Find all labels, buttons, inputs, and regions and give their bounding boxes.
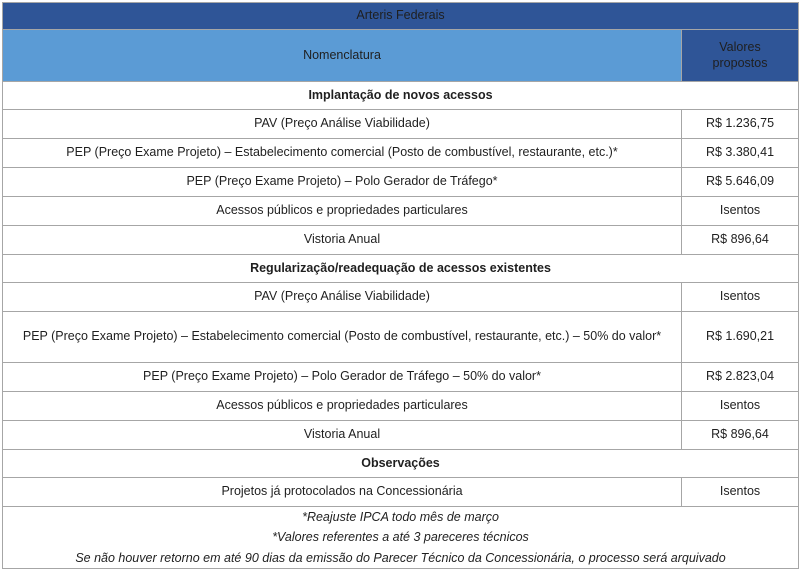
table-title: Arteris Federais <box>3 3 799 30</box>
section-header-row <box>3 255 799 283</box>
footnotes-cell <box>3 507 799 569</box>
item-value: Isentos <box>682 392 799 421</box>
footnote-line-2: *Valores referentes a até 3 pareceres técnicos <box>272 530 529 545</box>
section-header-row <box>3 450 799 478</box>
table-row <box>3 226 799 255</box>
section-header-row <box>3 82 799 110</box>
item-value: R$ 1.236,75 <box>682 110 799 139</box>
item-name: Vistoria Anual <box>3 226 682 255</box>
table-row <box>3 139 799 168</box>
item-value: R$ 896,64 <box>682 421 799 450</box>
table-row <box>3 283 799 312</box>
item-name: PAV (Preço Análise Viabilidade) <box>3 283 682 312</box>
footnotes-row <box>3 507 799 569</box>
column-header-valores-line1: Valores <box>719 39 761 54</box>
table-row <box>3 392 799 421</box>
column-header-row <box>3 30 799 82</box>
item-name: PEP (Preço Exame Projeto) – Polo Gerador de Tráfego* <box>3 168 682 197</box>
table-row <box>3 197 799 226</box>
column-header-valores-propostos <box>682 30 799 82</box>
footnote-line-1: *Reajuste IPCA todo mês de março <box>302 510 499 524</box>
item-value: Isentos <box>682 283 799 312</box>
item-name: Vistoria Anual <box>3 421 682 450</box>
column-header-valores-line2: propostos <box>712 55 768 70</box>
item-name: PEP (Preço Exame Projeto) – Estabelecimento comercial (Posto de combustível, restaurante, etc.)* <box>3 139 682 168</box>
section-heading-regularizacao: Regularização/readequação de acessos existentes <box>3 255 799 283</box>
table-body <box>3 3 799 569</box>
item-name: PAV (Preço Análise Viabilidade) <box>3 110 682 139</box>
item-value: R$ 5.646,09 <box>682 168 799 197</box>
price-table <box>2 2 799 569</box>
table-row <box>3 168 799 197</box>
table-title-row <box>3 3 799 30</box>
item-value: R$ 3.380,41 <box>682 139 799 168</box>
footnote-line-3: Se não houver retorno em até 90 dias da emissão do Parecer Técnico da Concessionária, o processo será arquivado <box>75 550 726 565</box>
table-row <box>3 421 799 450</box>
item-value: Isentos <box>682 478 799 507</box>
item-value: Isentos <box>682 197 799 226</box>
item-name: PEP (Preço Exame Projeto) – Estabelecimento comercial (Posto de combustível, restaurante, etc.) – 50% do valor* <box>3 312 682 363</box>
section-heading-implantacao: Implantação de novos acessos <box>3 82 799 110</box>
item-value: R$ 1.690,21 <box>682 312 799 363</box>
table-row <box>3 312 799 363</box>
item-name: Acessos públicos e propriedades particulares <box>3 197 682 226</box>
section-heading-observacoes: Observações <box>3 450 799 478</box>
table-row <box>3 363 799 392</box>
table-row <box>3 478 799 507</box>
item-value: R$ 896,64 <box>682 226 799 255</box>
item-name: PEP (Preço Exame Projeto) – Polo Gerador de Tráfego – 50% do valor* <box>3 363 682 392</box>
item-name: Acessos públicos e propriedades particulares <box>3 392 682 421</box>
table-row <box>3 110 799 139</box>
item-name: Projetos já protocolados na Concessionária <box>3 478 682 507</box>
column-header-nomenclatura: Nomenclatura <box>3 30 682 82</box>
item-value: R$ 2.823,04 <box>682 363 799 392</box>
